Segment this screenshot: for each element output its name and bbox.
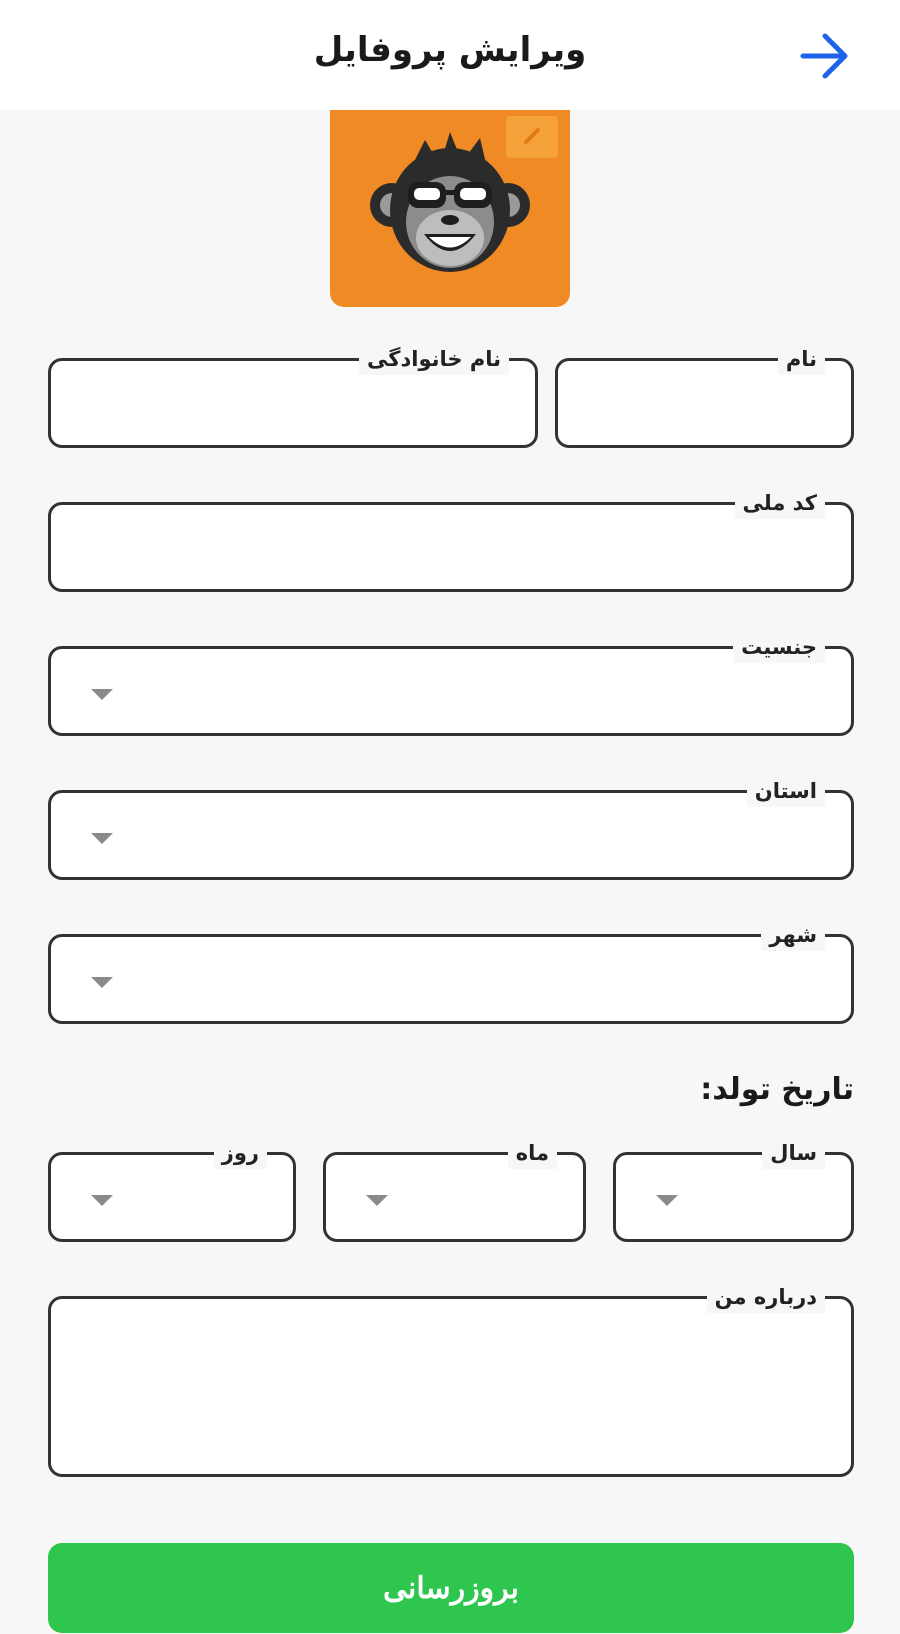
about-me-label: درباره من [707, 1281, 825, 1313]
monkey-mascot-icon [330, 110, 570, 307]
last-name-label: نام خانوادگی [359, 343, 509, 375]
chevron-down-icon [656, 1195, 678, 1206]
national-code-field[interactable] [48, 491, 854, 592]
chevron-down-icon [366, 1195, 388, 1206]
update-button[interactable]: بروزرسانی [48, 1543, 854, 1633]
national-code-label: کد ملی [735, 487, 825, 519]
birth-year-label: سال [762, 1137, 825, 1169]
profile-avatar[interactable] [330, 110, 570, 307]
chevron-down-icon [91, 833, 113, 844]
birth-day-label: روز [214, 1137, 267, 1169]
gender-label: جنسیت [733, 631, 825, 663]
chevron-down-icon [91, 1195, 113, 1206]
first-name-field[interactable] [555, 347, 854, 448]
first-name-label: نام [778, 343, 825, 375]
arrow-right-icon [795, 28, 855, 84]
page-title: ویرایش پروفایل [313, 30, 587, 70]
birth-month-label: ماه [508, 1137, 557, 1169]
city-label: شهر [761, 919, 825, 951]
back-button[interactable] [795, 28, 855, 84]
app-header [0, 0, 900, 110]
chevron-down-icon [91, 689, 113, 700]
province-label: استان [747, 775, 825, 807]
gender-select[interactable] [48, 635, 854, 736]
about-me-textarea[interactable] [48, 1285, 854, 1477]
birth-year-select[interactable] [613, 1141, 854, 1242]
last-name-field[interactable] [48, 347, 538, 448]
birth-day-select[interactable] [48, 1141, 296, 1242]
province-select[interactable] [48, 779, 854, 880]
city-select[interactable] [48, 923, 854, 1024]
birth-date-title: تاریخ تولد: [700, 1072, 854, 1107]
birth-month-select[interactable] [323, 1141, 586, 1242]
chevron-down-icon [91, 977, 113, 988]
